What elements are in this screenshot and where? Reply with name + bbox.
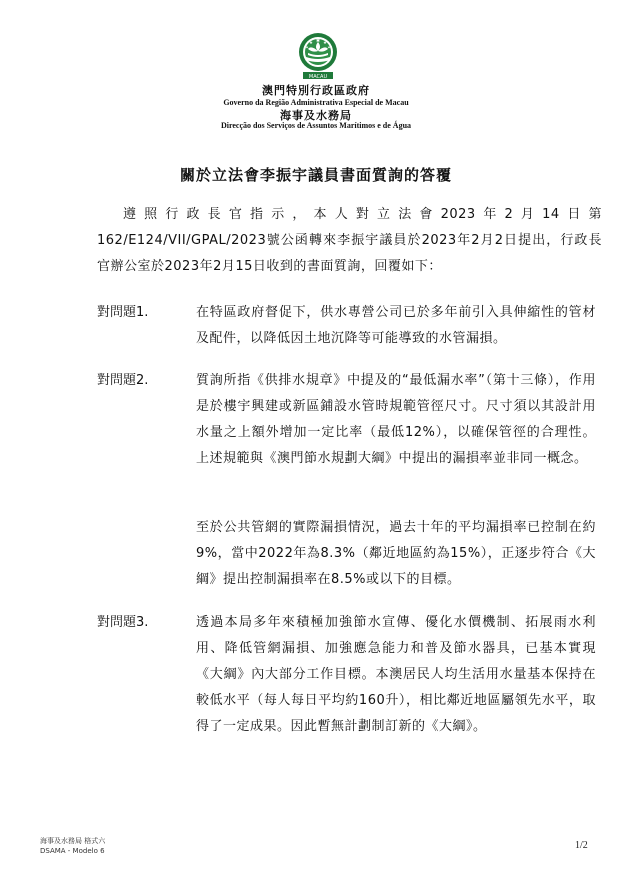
letterhead [0,0,632,140]
answer-2-label: 對問題2. [97,373,149,388]
answer-2-paragraph-1: 質詢所指《供排水規章》中提及的“最低漏水率”（第十三條），作用是於樓宇興建或新區鋪設水管時規範管徑尺寸。尺寸須以其設計用水量之上額外增加一定比率（最低12%），以確保管徑的合理性。上述規範與《澳門節水規劃大綱》中提出的漏損率並非同一概念。 [196,373,596,466]
page-number: 1/2 [575,840,588,851]
answer-1-paragraph: 在特區政府督促下，供水專營公司已於多年前引入具伸縮性的管材及配件，以降低因土地沉降等可能導致的水管漏損。 [196,305,596,346]
government-name-portuguese: Governo da Região Administrativa Especial de Macau [223,98,409,107]
government-name-chinese: 澳門特別行政區政府 [262,84,370,97]
department-name-portuguese: Direcção dos Serviços de Assuntos Marítimos e de Água [220,121,412,130]
answer-3-paragraph: 透過本局多年來積極加強節水宣傳、優化水價機制、拓展雨水利用、降低管網漏損、加強應急能力和普及節水器具，已基本實現《大綱》內大部分工作目標。本澳居民人均生活用水量基本保持在較低水平（每人每日平均約160升），相比鄰近地區屬領先水平，取得了一定成果。因此暫無計劃制訂新的《大綱》。 [196,615,596,734]
form-reference-chinese: 海事及水務局 格式六 [40,837,106,845]
form-reference [40,836,105,856]
answer-2-paragraph-2: 至於公共管網的實際漏損情況，過去十年的平均漏損率已控制在約9%，當中2022年為8.3%（鄰近地區約為15%），正逐步符合《大綱》提出控制漏損率在8.5%或以下的目標。 [196,520,596,587]
department-name-chinese: 海事及水務局 [280,109,352,122]
document-title: 關於立法會李振宇議員書面質詢的答覆 [179,166,452,184]
emblem-caption: MACAU [308,73,328,80]
answer-1-label: 對問題1. [97,305,149,320]
answer-3-label: 對問題3. [97,615,149,630]
macau-sar-emblem-icon [297,32,339,80]
form-reference-portuguese: DSAMA - Modelo 6 [40,847,105,855]
intro-paragraph: 遵照行政長官指示，本人對立法會2023年2月14日第162/E124/VII/GPAL/2023號公函轉來李振宇議員於2023年2月2日提出，行政長官辦公室於2023年2月15日收到的書面質詢，回覆如下： [97,207,602,274]
